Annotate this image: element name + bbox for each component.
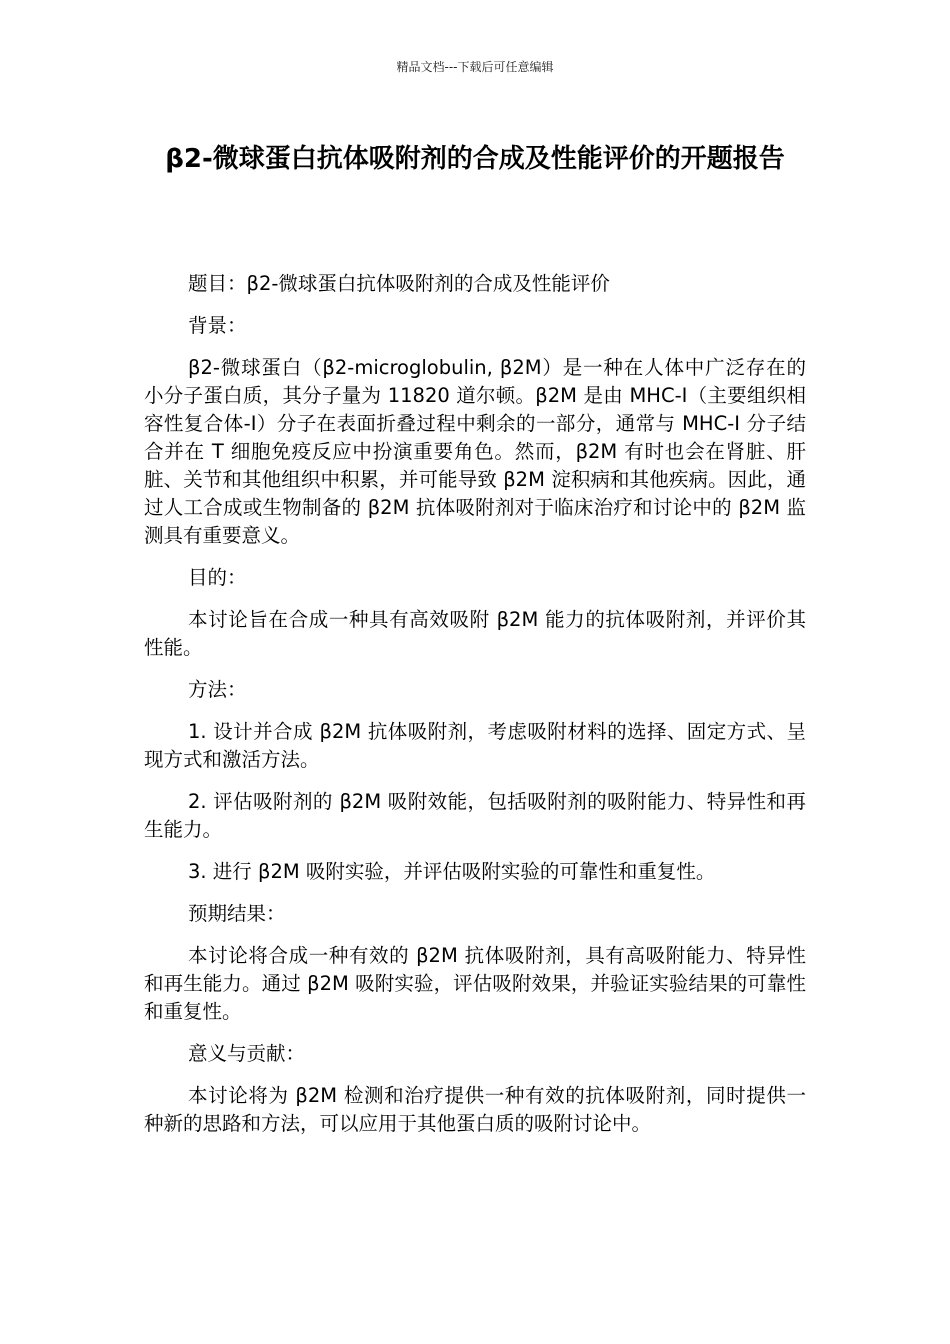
purpose-paragraph: 本讨论旨在合成一种具有高效吸附 β2M 能力的抗体吸附剂，并评价其性能。 [144, 608, 806, 659]
method-item-1: 1. 设计并合成 β2M 抗体吸附剂，考虑吸附材料的选择、固定方式、呈现方式和激活方法。 [144, 720, 806, 771]
expected-results-paragraph: 本讨论将合成一种有效的 β2M 抗体吸附剂，具有高吸附能力、特异性和再生能力。通过 β2M 吸附实验，评估吸附效果，并验证实验结果的可靠性和重复性。 [144, 944, 806, 1023]
topic-line: 题目：β2-微球蛋白抗体吸附剂的合成及性能评价 [188, 272, 610, 295]
header-note: 精品文档---下载后可任意编辑 [396, 60, 554, 74]
background-heading: 背景： [188, 314, 247, 337]
document-body [144, 270, 806, 1152]
expected-results-heading: 预期结果： [188, 902, 286, 925]
method-item-2: 2. 评估吸附剂的 β2M 吸附效能，包括吸附剂的吸附能力、特异性和再生能力。 [144, 790, 806, 841]
purpose-heading: 目的： [188, 566, 247, 589]
document-title: β2-微球蛋白抗体吸附剂的合成及性能评价的开题报告 [165, 144, 785, 174]
background-paragraph: β2-微球蛋白（β2-microglobulin, β2M）是一种在人体中广泛存在的小分子蛋白质，其分子量为 11820 道尔顿。β2M 是由 MHC-I（主要组织相容性复合体-I）分子在表面折叠过程中剩余的一部分，通常与 MHC-I 分子结合并在 T 细胞免疫反应中扮演重要角色。然而，β2M 有时也会在肾脏、肝脏、关节和其他组织中积累，并可能导致 β2M 淀积病和其他疾病。因此，通过人工合成或生物制备的 β2M 抗体吸附剂对于临床治疗和讨论中的 β2M 监测具有重要意义。 [144, 356, 806, 547]
methods-heading: 方法： [188, 678, 247, 701]
significance-heading: 意义与贡献： [188, 1042, 306, 1065]
method-item-3: 3. 进行 β2M 吸附实验，并评估吸附实验的可靠性和重复性。 [188, 860, 716, 883]
significance-paragraph: 本讨论将为 β2M 检测和治疗提供一种有效的抗体吸附剂，同时提供一种新的思路和方法，可以应用于其他蛋白质的吸附讨论中。 [144, 1084, 806, 1135]
